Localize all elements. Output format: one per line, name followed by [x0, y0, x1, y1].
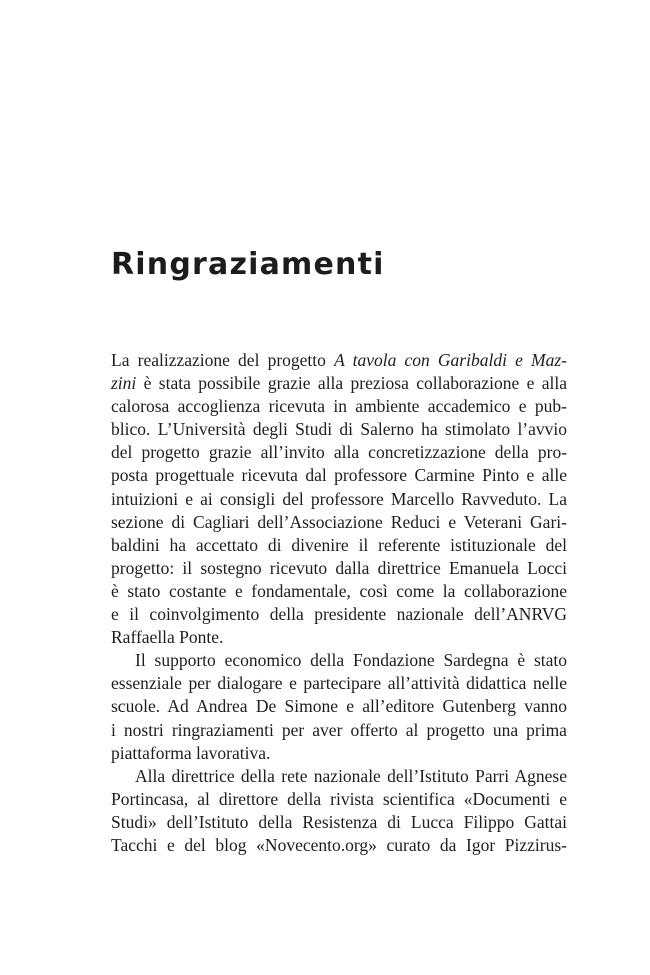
book-title-italic: zini — [111, 373, 137, 394]
text-line: Il supporto economico della Fondazione Sardegna è stato — [135, 650, 568, 671]
text-line: e il coinvolgimento della presidente nazionale dell’ANRVG — [111, 604, 567, 625]
text-line: Studi» dell’Istituto della Resistenza di Lucca Filippo Gattai — [111, 811, 567, 832]
text-line: sezione di Cagliari dell’Associazione Reduci e Veterani Gari- — [111, 511, 567, 532]
text-line: del progetto grazie all’invito alla concretizzazione della pro- — [111, 442, 568, 463]
text-line: progetto: il sostegno ricevuto dalla direttrice Emanuela Locci — [111, 557, 567, 578]
text-line: baldini ha accettato di divenire il referente istituzionale del — [111, 534, 567, 555]
text-line: zini è stata possibile grazie alla preziosa collaborazione e alla — [111, 373, 567, 394]
acknowledgements-text — [111, 349, 567, 857]
text-line: scuole. Ad Andrea De Simone e all’editore Gutenberg vanno — [111, 696, 568, 717]
text-line: Portincasa, al direttore della rivista scientifica «Documenti e — [111, 788, 568, 809]
text-line: è stato costante e fondamentale, così come la collaborazione — [111, 580, 568, 601]
text-line: i nostri ringraziamenti per aver offerto al progetto una prima — [111, 719, 567, 740]
text-line: La realizzazione del progetto A tavola con Garibaldi e Maz- — [111, 350, 567, 370]
text-line: blico. L’Università degli Studi di Salerno ha stimolato l’avvio — [111, 419, 568, 440]
text-line: Tacchi e del blog «Novecento.org» curato da Igor Pizzirus- — [111, 834, 568, 855]
text-line: posta progettuale ricevuta dal professore Carmine Pinto e alle — [111, 465, 567, 486]
text-line: Raffaella Ponte. — [111, 627, 224, 648]
book-title-italic: A tavola con Garibaldi e Maz- — [334, 350, 567, 370]
text-line: calorosa accoglienza ricevuta in ambiente accademico e pub- — [111, 396, 567, 417]
text-line: Alla direttrice della rete nazionale dell’Istituto Parri Agnese — [135, 765, 567, 786]
chapter-title: Ringraziamenti — [111, 247, 385, 282]
text-line: piattaforma lavorativa. — [111, 742, 271, 763]
text-line: essenziale per dialogare e partecipare all’attività didattica nelle — [111, 673, 567, 694]
text-line: intuizioni e ai consigli del professore Marcello Ravveduto. La — [111, 488, 567, 509]
